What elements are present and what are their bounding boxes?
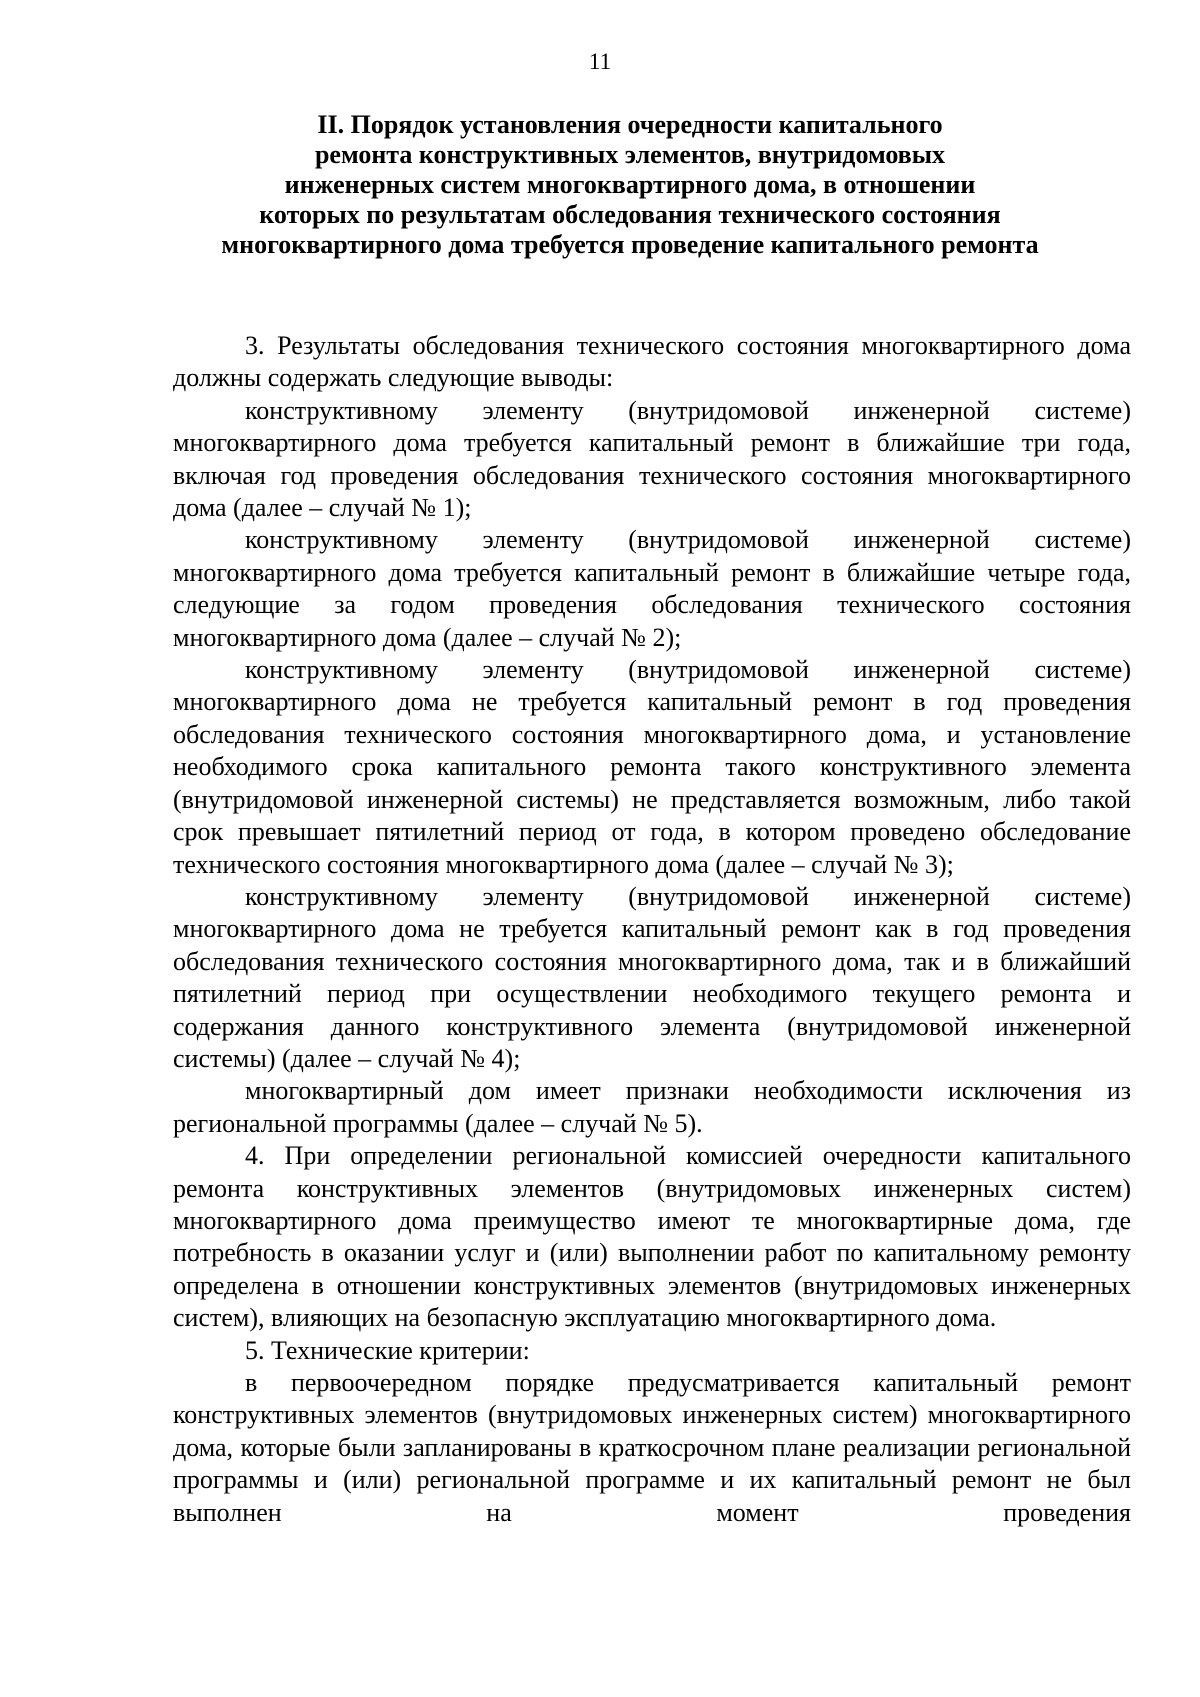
heading-line: которых по результатам обследования технического состояния [259, 200, 1001, 229]
paragraph-case-5: многоквартирный дом имеет признаки необходимости исключения из региональной программы (далее – случай № 5). [173, 1076, 1131, 1138]
heading-line: II. Порядок установления очередности капитального [317, 110, 943, 139]
heading-line: многоквартирного дома требуется проведение капитального ремонта [221, 230, 1039, 259]
body-text [173, 330, 1131, 1529]
heading-line: инженерных систем многоквартирного дома, в отношении [284, 170, 976, 199]
heading-line: ремонта конструктивных элементов, внутридомовых [314, 140, 946, 169]
paragraph-case-4: конструктивному элементу (внутридомовой инженерной системе) многоквартирного дома не требуется капитальный ремонт как в год проведения обследования технического состояния многоквартирного дома, так и в ближайший пятилетний период при осуществлении необходимого текущего ремонта и содержания данного конструктивного элемента (внутридомовой инженерной системы) (далее – случай № 4); [173, 881, 1131, 1073]
paragraph-technical-criteria: в первоочередном порядке предусматривается капитальный ремонт конструктивных элементов (внутридомовых инженерных систем) многоквартирного дома, которые были запланированы в краткосрочном плане реализации региональной программы и (или) региональной программе и их капитальный ремонт не был выполнен на момент проведения [173, 1368, 1131, 1527]
section-heading [170, 110, 1090, 260]
paragraph-clause-4: 4. При определении региональной комиссией очередности капитального ремонта конструктивных элементов (внутридомовых инженерных систем) многоквартирного дома преимущество имеют те многоквартирные дома, где потребность в оказании услуг и (или) выполнении работ по капитальному ремонту определена в отношении конструктивных элементов (внутридомовых инженерных систем), влияющих на безопасную эксплуатацию многоквартирного дома. [173, 1141, 1131, 1333]
paragraph-case-1: конструктивному элементу (внутридомовой инженерной системе) многоквартирного дома требуется капитальный ремонт в ближайшие три года, включая год проведения обследования технического состояния многоквартирного дома (далее – случай № 1); [173, 395, 1131, 523]
paragraph-clause-5: 5. Технические критерии: [245, 1335, 530, 1365]
paragraph-case-2: конструктивному элементу (внутридомовой инженерной системе) многоквартирного дома требуется капитальный ремонт в ближайшие четыре года, следующие за годом проведения обследования технического состояния многоквартирного дома (далее – случай № 2); [173, 525, 1131, 652]
page-number: 11 [588, 49, 612, 74]
paragraph-case-3: конструктивному элементу (внутридомовой инженерной системе) многоквартирного дома не требуется капитальный ремонт в год проведения обследования технического состояния многоквартирного дома, и установление необходимого срока капитального ремонта такого конструктивного элемента (внутридомовой инженерной системы) не представляется возможным, либо такой срок превышает пятилетний период от года, в котором проведено обследование технического состояния многоквартирного дома (далее – случай № 3); [173, 655, 1131, 879]
paragraph-clause-3: 3. Результаты обследования технического состояния многоквартирного дома должны содержать следующие выводы: [173, 331, 1131, 393]
